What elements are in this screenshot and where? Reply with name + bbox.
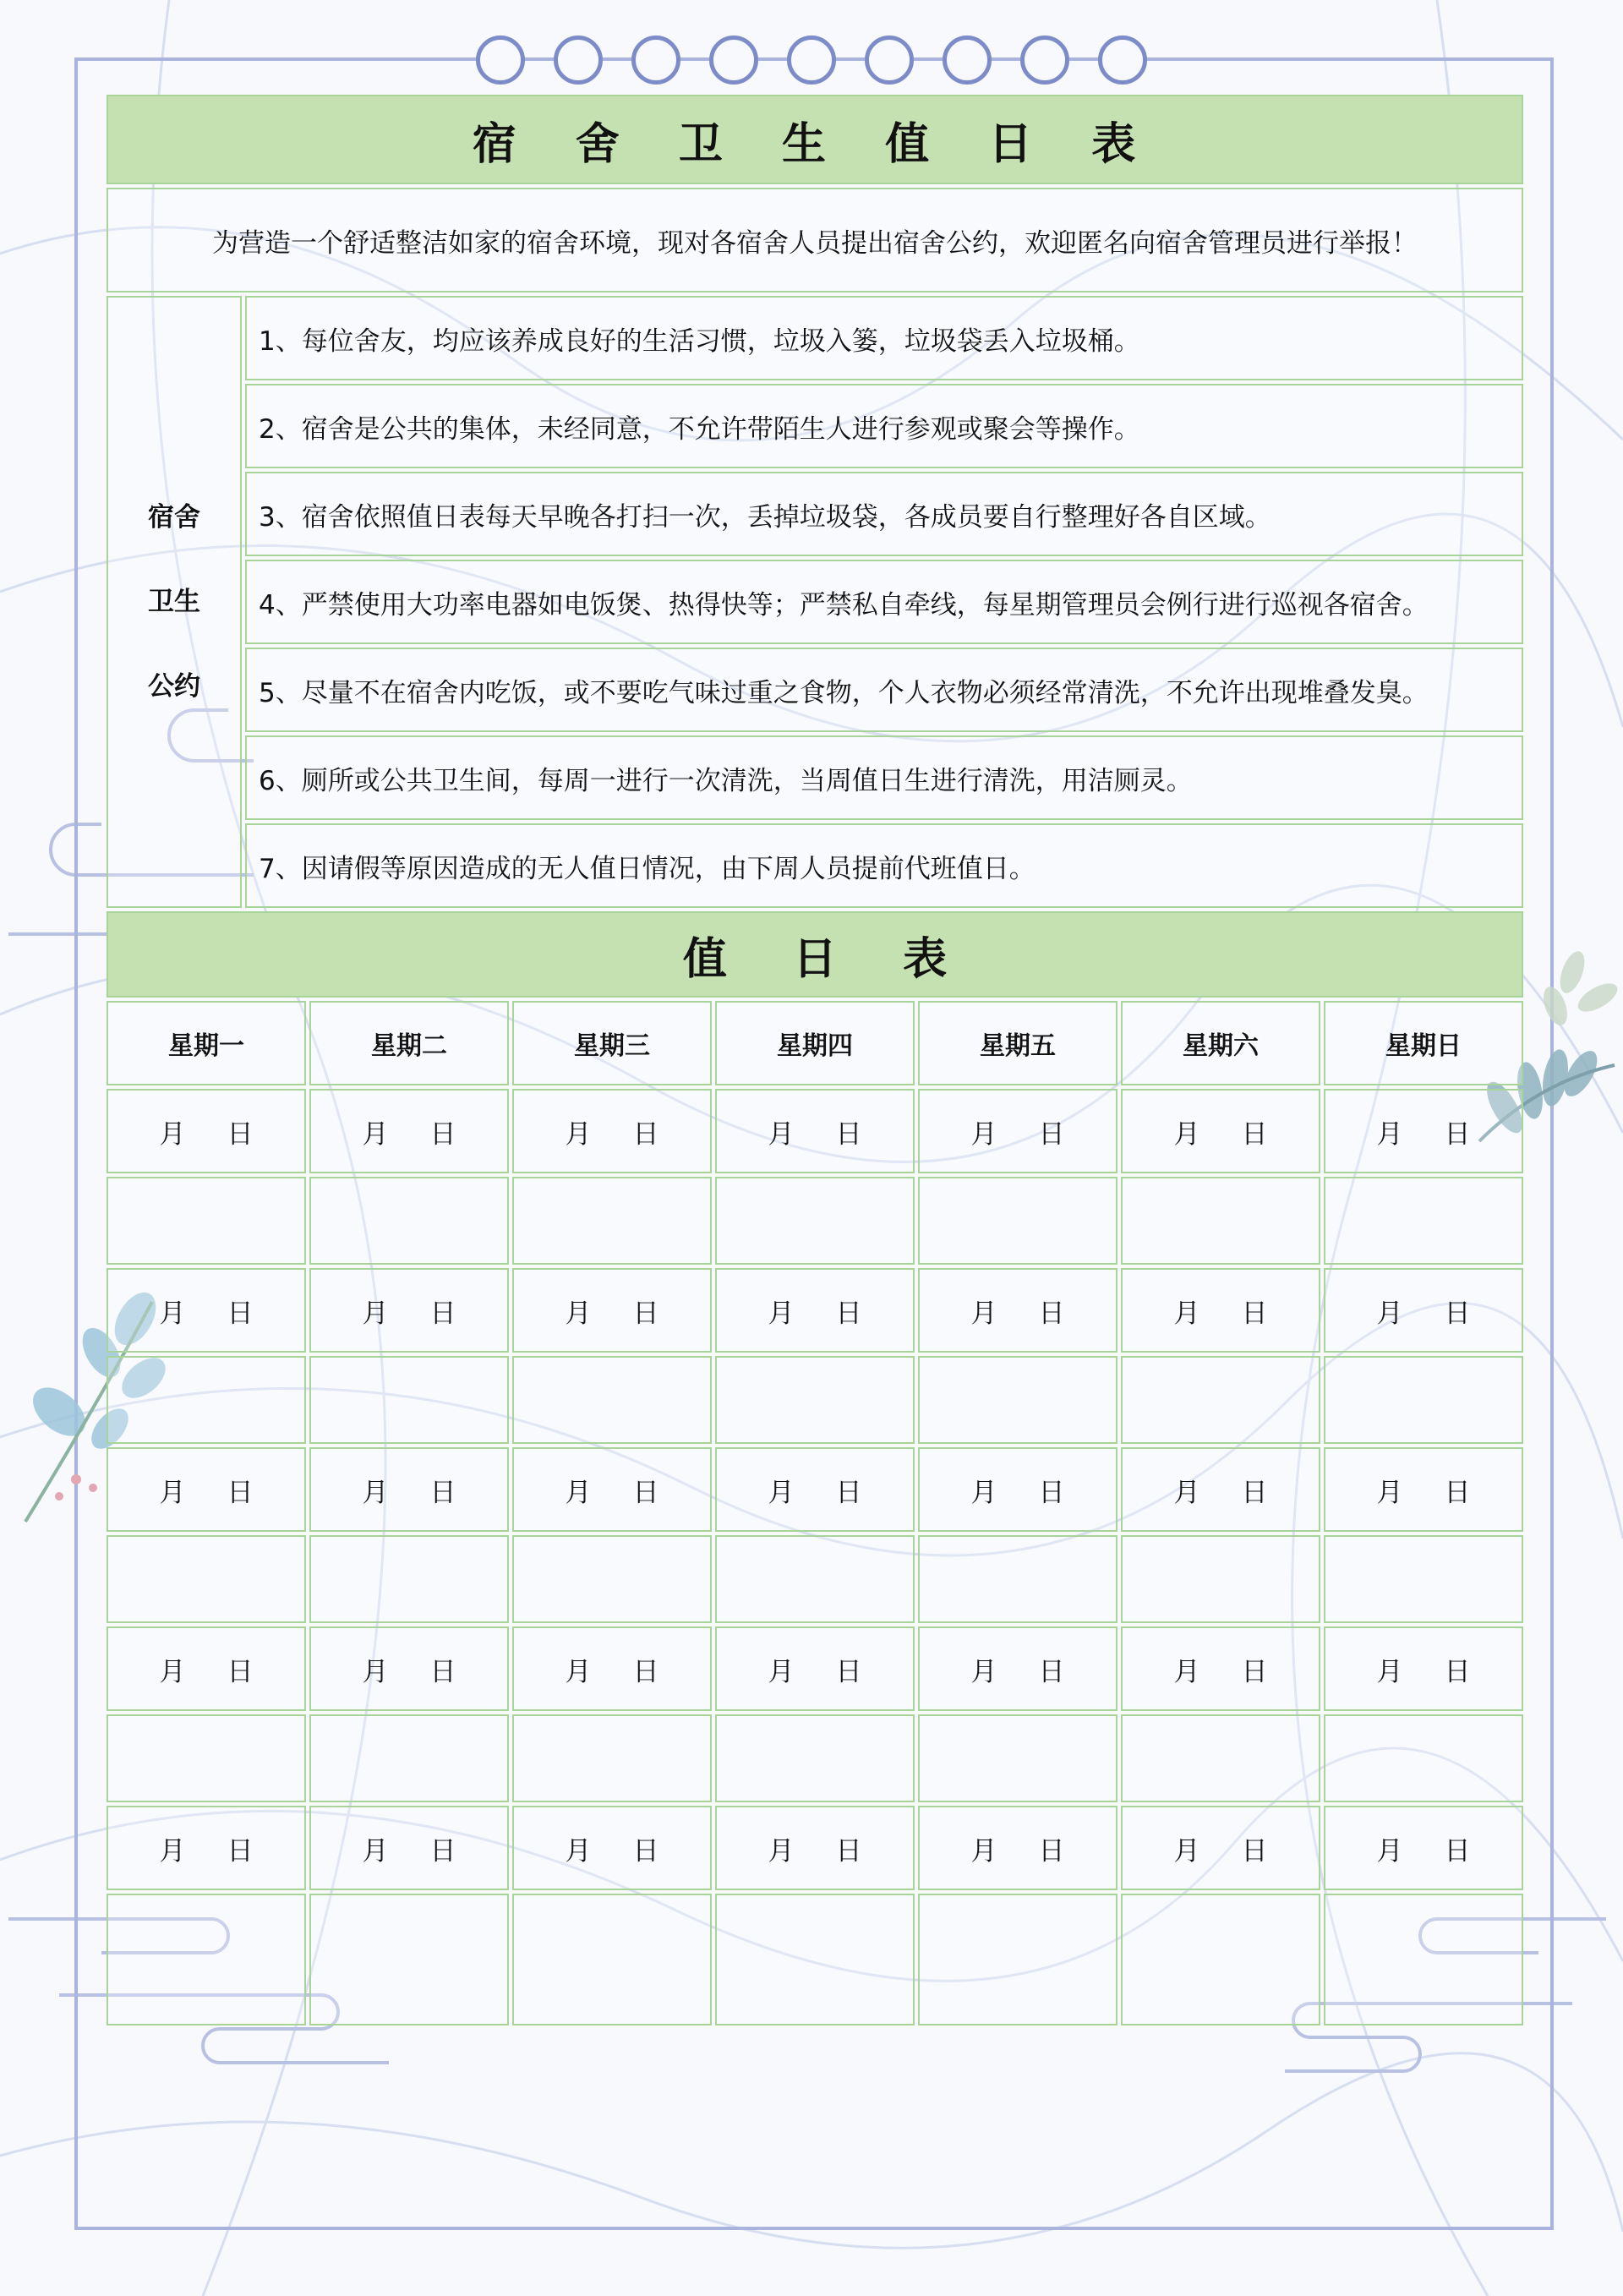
date-cell[interactable] <box>1121 1089 1320 1173</box>
month-label: 月 <box>1376 1298 1403 1329</box>
month-label: 月 <box>1376 1835 1403 1867</box>
assignee-row <box>107 1714 1523 1802</box>
binder-ring <box>1020 36 1069 85</box>
day-label: 日 <box>835 1835 862 1867</box>
rules-label-line: 宿舍 <box>148 502 200 533</box>
day-label: 日 <box>227 1298 254 1329</box>
day-label: 日 <box>227 1118 254 1150</box>
day-label: 日 <box>835 1298 862 1329</box>
date-cell[interactable] <box>1324 1089 1523 1173</box>
day-label: 日 <box>1038 1118 1065 1150</box>
date-cell[interactable] <box>715 1268 915 1353</box>
date-cell[interactable] <box>715 1447 915 1532</box>
assignee-cell[interactable] <box>309 1356 509 1444</box>
month-label: 月 <box>362 1835 389 1867</box>
assignee-row <box>107 1356 1523 1444</box>
assignee-cell[interactable] <box>715 1894 915 2025</box>
day-label: 日 <box>835 1477 862 1508</box>
rule-item: 1、每位舍友，均应该养成良好的生活习惯，垃圾入篓，垃圾袋丢入垃圾桶。 <box>245 296 1523 380</box>
day-label: 日 <box>1241 1118 1268 1150</box>
assignee-cell[interactable] <box>918 1894 1118 2025</box>
date-row <box>107 1806 1523 1890</box>
assignee-cell[interactable] <box>1324 1177 1523 1265</box>
date-cell[interactable] <box>107 1089 306 1173</box>
binder-ring <box>709 36 758 85</box>
assignee-cell[interactable] <box>512 1535 712 1623</box>
assignee-cell[interactable] <box>1121 1177 1320 1265</box>
month-label: 月 <box>362 1656 389 1687</box>
assignee-cell[interactable] <box>512 1894 712 2025</box>
assignee-cell[interactable] <box>512 1714 712 1802</box>
assignee-row <box>107 1535 1523 1623</box>
duty-title: 值 日 表 <box>107 911 1523 998</box>
month-label: 月 <box>970 1656 997 1687</box>
day-label: 日 <box>1038 1656 1065 1687</box>
duty-body <box>107 1089 1523 2025</box>
day-label: 日 <box>429 1477 456 1508</box>
day-label: 日 <box>227 1656 254 1687</box>
date-cell[interactable] <box>107 1806 306 1890</box>
rules-label-line: 卫生 <box>148 587 200 617</box>
assignee-cell[interactable] <box>918 1177 1118 1265</box>
day-label: 日 <box>429 1656 456 1687</box>
month-label: 月 <box>565 1835 592 1867</box>
month-label: 月 <box>565 1118 592 1150</box>
assignee-cell[interactable] <box>1121 1356 1320 1444</box>
rule-item: 3、宿舍依照值日表每天早晚各打扫一次，丢掉垃圾袋，各成员要自行整理好各自区域。 <box>245 472 1523 556</box>
assignee-cell[interactable] <box>107 1177 306 1265</box>
date-cell[interactable] <box>1121 1806 1320 1890</box>
month-label: 月 <box>159 1656 186 1687</box>
day-label: 日 <box>632 1118 659 1150</box>
page-title: 宿 舍 卫 生 值 日 表 <box>107 95 1523 184</box>
binder-ring <box>1098 36 1147 85</box>
month-label: 月 <box>970 1118 997 1150</box>
rules-table <box>103 91 1527 911</box>
month-label: 月 <box>1173 1298 1200 1329</box>
assignee-cell[interactable] <box>1324 1714 1523 1802</box>
day-label: 日 <box>1241 1656 1268 1687</box>
day-label: 日 <box>1444 1118 1471 1150</box>
assignee-cell[interactable] <box>1121 1714 1320 1802</box>
date-cell[interactable] <box>107 1447 306 1532</box>
assignee-cell[interactable] <box>107 1714 306 1802</box>
date-cell[interactable] <box>1324 1806 1523 1890</box>
month-label: 月 <box>1173 1835 1200 1867</box>
date-row <box>107 1626 1523 1711</box>
assignee-cell[interactable] <box>107 1535 306 1623</box>
date-cell[interactable] <box>918 1447 1118 1532</box>
assignee-row <box>107 1177 1523 1265</box>
date-cell[interactable] <box>1324 1447 1523 1532</box>
day-label: 日 <box>1444 1298 1471 1329</box>
day-label: 日 <box>227 1835 254 1867</box>
assignee-cell[interactable] <box>512 1177 712 1265</box>
assignee-cell[interactable] <box>309 1535 509 1623</box>
day-label: 日 <box>632 1656 659 1687</box>
day-label: 日 <box>632 1298 659 1329</box>
date-cell[interactable] <box>1324 1268 1523 1353</box>
month-label: 月 <box>970 1298 997 1329</box>
date-cell[interactable] <box>512 1447 712 1532</box>
month-label: 月 <box>970 1477 997 1508</box>
month-label: 月 <box>159 1298 186 1329</box>
day-label: 日 <box>1241 1835 1268 1867</box>
day-header-friday: 星期五 <box>918 1001 1118 1085</box>
assignee-cell[interactable] <box>1121 1535 1320 1623</box>
rules-label-line: 公约 <box>148 671 200 702</box>
binder-rings <box>0 36 1623 85</box>
date-cell[interactable] <box>107 1268 306 1353</box>
month-label: 月 <box>565 1477 592 1508</box>
date-cell[interactable] <box>512 1626 712 1711</box>
date-cell[interactable] <box>512 1089 712 1173</box>
month-label: 月 <box>768 1118 795 1150</box>
date-row <box>107 1268 1523 1353</box>
day-label: 日 <box>632 1477 659 1508</box>
binder-ring <box>631 36 680 85</box>
day-label: 日 <box>1038 1835 1065 1867</box>
month-label: 月 <box>1173 1118 1200 1150</box>
date-cell[interactable] <box>918 1626 1118 1711</box>
date-cell[interactable] <box>918 1089 1118 1173</box>
month-label: 月 <box>768 1477 795 1508</box>
month-label: 月 <box>159 1835 186 1867</box>
day-label: 日 <box>1241 1298 1268 1329</box>
rule-item: 2、宿舍是公共的集体，未经同意，不允许带陌生人进行参观或聚会等操作。 <box>245 384 1523 468</box>
date-cell[interactable] <box>715 1806 915 1890</box>
day-header-monday: 星期一 <box>107 1001 306 1085</box>
schedule-sheet <box>103 91 1527 2029</box>
month-label: 月 <box>970 1835 997 1867</box>
assignee-cell[interactable] <box>107 1894 306 2025</box>
assignee-cell[interactable] <box>918 1535 1118 1623</box>
day-label: 日 <box>1241 1477 1268 1508</box>
rules-label <box>107 296 242 908</box>
month-label: 月 <box>565 1656 592 1687</box>
day-header-tuesday: 星期二 <box>309 1001 509 1085</box>
assignee-cell[interactable] <box>715 1177 915 1265</box>
day-label: 日 <box>227 1477 254 1508</box>
date-cell[interactable] <box>512 1806 712 1890</box>
month-label: 月 <box>768 1835 795 1867</box>
date-cell[interactable] <box>512 1268 712 1353</box>
date-cell[interactable] <box>1121 1268 1320 1353</box>
day-label: 日 <box>1038 1298 1065 1329</box>
assignee-cell[interactable] <box>512 1356 712 1444</box>
rule-item: 7、因请假等原因造成的无人值日情况，由下周人员提前代班值日。 <box>245 823 1523 908</box>
assignee-cell[interactable] <box>309 1894 509 2025</box>
month-label: 月 <box>362 1298 389 1329</box>
date-cell[interactable] <box>715 1089 915 1173</box>
date-cell[interactable] <box>715 1626 915 1711</box>
binder-ring <box>476 36 525 85</box>
day-label: 日 <box>1038 1477 1065 1508</box>
month-label: 月 <box>565 1298 592 1329</box>
month-label: 月 <box>362 1118 389 1150</box>
date-row <box>107 1447 1523 1532</box>
rule-item: 4、严禁使用大功率电器如电饭煲、热得快等；严禁私自牵线，每星期管理员会例行进行巡视各宿舍。 <box>245 560 1523 644</box>
date-cell[interactable] <box>107 1626 306 1711</box>
assignee-cell[interactable] <box>1324 1535 1523 1623</box>
day-header-wednesday: 星期三 <box>512 1001 712 1085</box>
month-label: 月 <box>362 1477 389 1508</box>
assignee-cell[interactable] <box>918 1714 1118 1802</box>
day-label: 日 <box>429 1835 456 1867</box>
month-label: 月 <box>768 1656 795 1687</box>
assignee-cell[interactable] <box>309 1714 509 1802</box>
date-cell[interactable] <box>1324 1626 1523 1711</box>
date-cell[interactable] <box>309 1089 509 1173</box>
assignee-row <box>107 1894 1523 2025</box>
day-header-saturday: 星期六 <box>1121 1001 1320 1085</box>
date-cell[interactable] <box>1121 1447 1320 1532</box>
day-label: 日 <box>1444 1477 1471 1508</box>
duty-table <box>103 908 1527 2029</box>
month-label: 月 <box>1173 1477 1200 1508</box>
date-cell[interactable] <box>309 1806 509 1890</box>
binder-ring <box>943 36 992 85</box>
day-label: 日 <box>632 1835 659 1867</box>
intro-text: 为营造一个舒适整洁如家的宿舍环境，现对各宿舍人员提出宿舍公约，欢迎匿名向宿舍管理员进行举报！ <box>107 188 1523 292</box>
day-label: 日 <box>1444 1835 1471 1867</box>
assignee-cell[interactable] <box>715 1535 915 1623</box>
assignee-cell[interactable] <box>1324 1894 1523 2025</box>
binder-ring <box>865 36 914 85</box>
day-label: 日 <box>1444 1656 1471 1687</box>
binder-ring <box>787 36 836 85</box>
binder-ring <box>554 36 603 85</box>
date-cell[interactable] <box>309 1447 509 1532</box>
day-header-thursday: 星期四 <box>715 1001 915 1085</box>
rule-item: 6、厕所或公共卫生间，每周一进行一次清洗，当周值日生进行清洗，用洁厕灵。 <box>245 735 1523 820</box>
assignee-cell[interactable] <box>715 1356 915 1444</box>
date-cell[interactable] <box>309 1626 509 1711</box>
month-label: 月 <box>159 1477 186 1508</box>
assignee-cell[interactable] <box>1121 1894 1320 2025</box>
month-label: 月 <box>1376 1656 1403 1687</box>
month-label: 月 <box>768 1298 795 1329</box>
month-label: 月 <box>1376 1477 1403 1508</box>
date-cell[interactable] <box>918 1268 1118 1353</box>
day-label: 日 <box>429 1118 456 1150</box>
date-cell[interactable] <box>1121 1626 1320 1711</box>
assignee-cell[interactable] <box>309 1177 509 1265</box>
month-label: 月 <box>1173 1656 1200 1687</box>
month-label: 月 <box>1376 1118 1403 1150</box>
date-cell[interactable] <box>309 1268 509 1353</box>
date-row <box>107 1089 1523 1173</box>
rule-item: 5、尽量不在宿舍内吃饭，或不要吃气味过重之食物，个人衣物必须经常清洗，不允许出现堆叠发臭。 <box>245 648 1523 732</box>
day-label: 日 <box>835 1118 862 1150</box>
assignee-cell[interactable] <box>715 1714 915 1802</box>
date-cell[interactable] <box>918 1806 1118 1890</box>
assignee-cell[interactable] <box>918 1356 1118 1444</box>
day-header-sunday: 星期日 <box>1324 1001 1523 1085</box>
day-label: 日 <box>835 1656 862 1687</box>
month-label: 月 <box>159 1118 186 1150</box>
assignee-cell[interactable] <box>1324 1356 1523 1444</box>
day-label: 日 <box>429 1298 456 1329</box>
assignee-cell[interactable] <box>107 1356 306 1444</box>
